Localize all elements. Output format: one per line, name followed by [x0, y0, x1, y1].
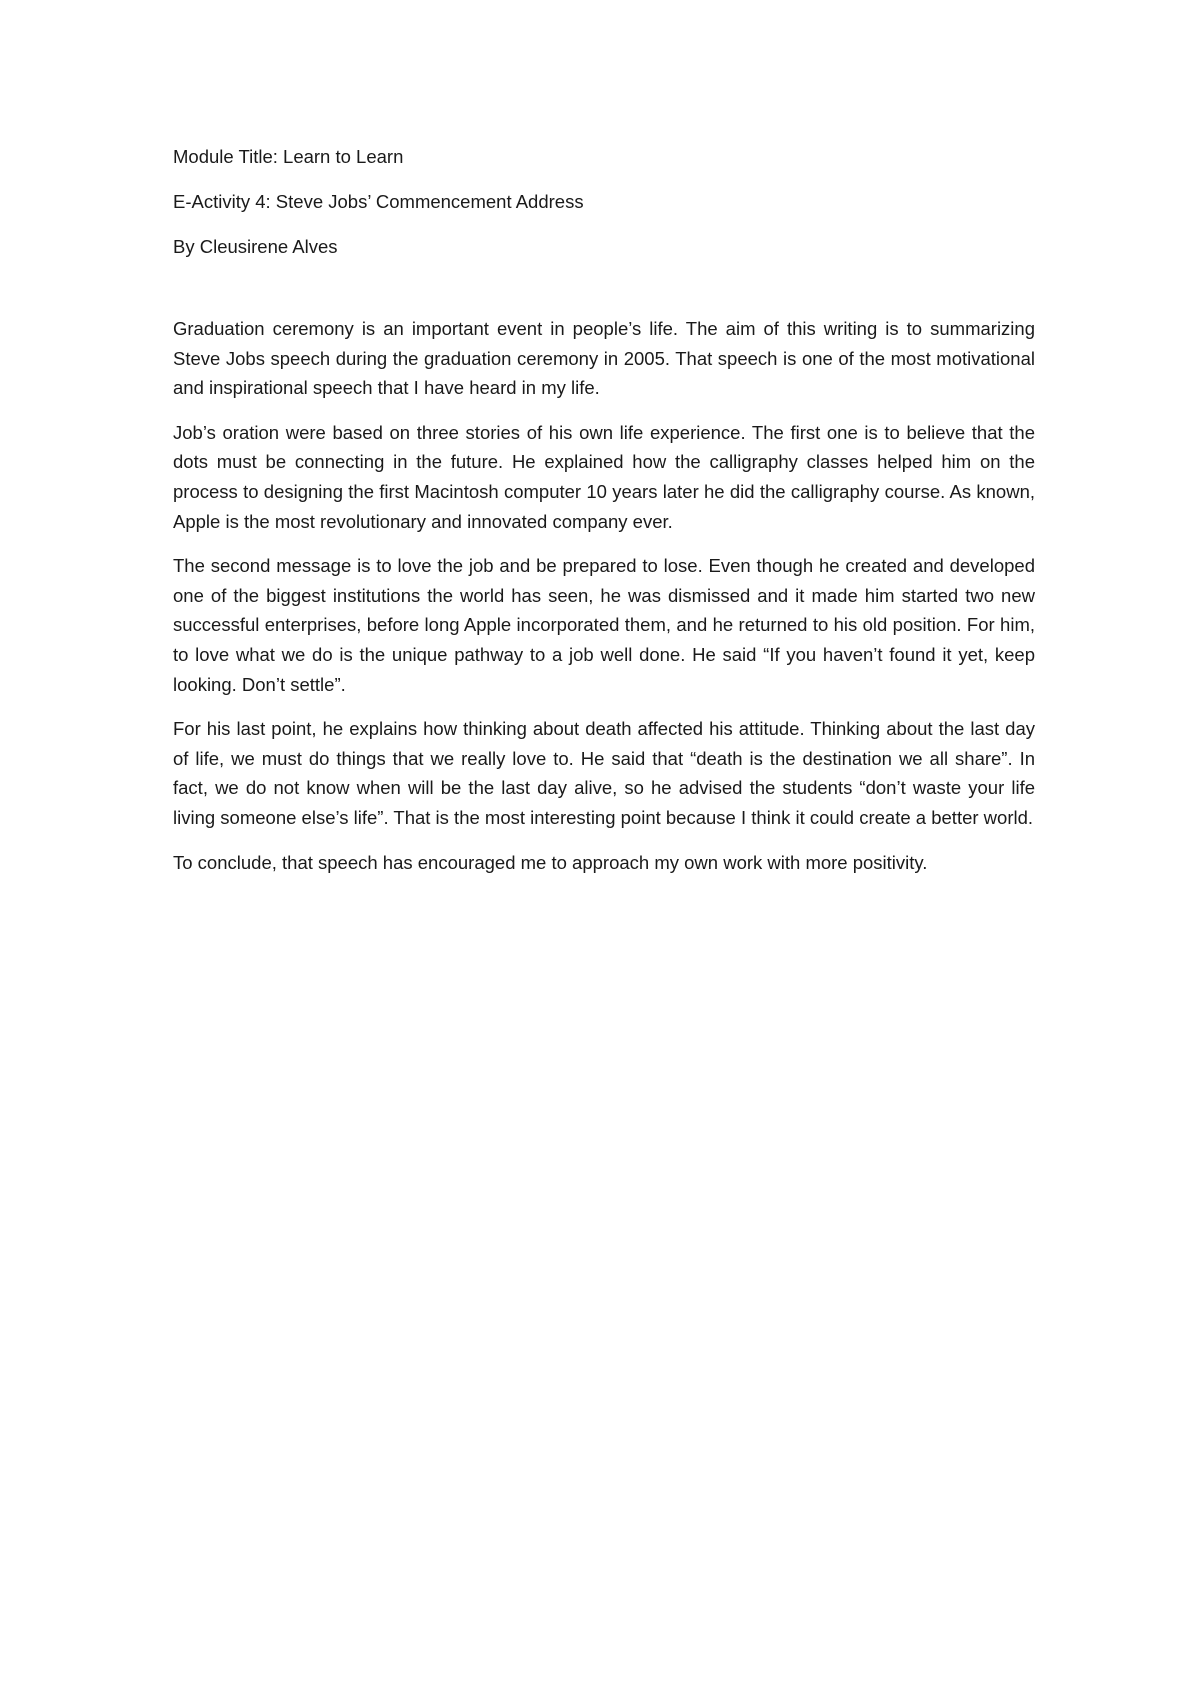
- activity-title: E-Activity 4: Steve Jobs’ Commencement Address: [173, 191, 584, 212]
- paragraph-introduction: Graduation ceremony is an important event in people’s life. The aim of this writing is to summarizing Steve Jobs speech during the graduation ceremony in 2005. That speech is one of the most motivational and inspirational speech that I have heard in my life.: [173, 318, 1035, 399]
- paragraph-conclusion: To conclude, that speech has encouraged me to approach my own work with more positivity.: [173, 851, 928, 873]
- document-body: [173, 144, 1035, 892]
- paragraph-first-story: Job’s oration were based on three stories of his own life experience. The first one is to believe that the dots must be connecting in the future. He explained how the calligraphy classes helped him on the process to designing the first Macintosh computer 10 years later he did the calligraphy course. As known, Apple is the most revolutionary and innovated company ever.: [173, 421, 1035, 532]
- paragraph-second-story: The second message is to love the job and be prepared to lose. Even though he created and developed one of the biggest institutions the world has seen, he was dismissed and it made him started two new successful enterprises, before long Apple incorporated them, and he returned to his old position. For him, to love what we do is the unique pathway to a job well done. He said “If you haven’t found it yet, keep looking. Don’t settle”.: [173, 555, 1035, 695]
- author-line: By Cleusirene Alves: [173, 236, 338, 257]
- paragraph-third-story: For his last point, he explains how thinking about death affected his attitude. Thinking about the last day of life, we must do things that we really love to. He said that “death is the destination we all share”. In fact, we do not know when will be the last day alive, so he advised the students “don’t waste your life living someone else’s life”. That is the most interesting point because I think it could create a better world.: [173, 718, 1035, 828]
- document-header: [173, 144, 1035, 260]
- module-title: Module Title: Learn to Learn: [173, 146, 404, 167]
